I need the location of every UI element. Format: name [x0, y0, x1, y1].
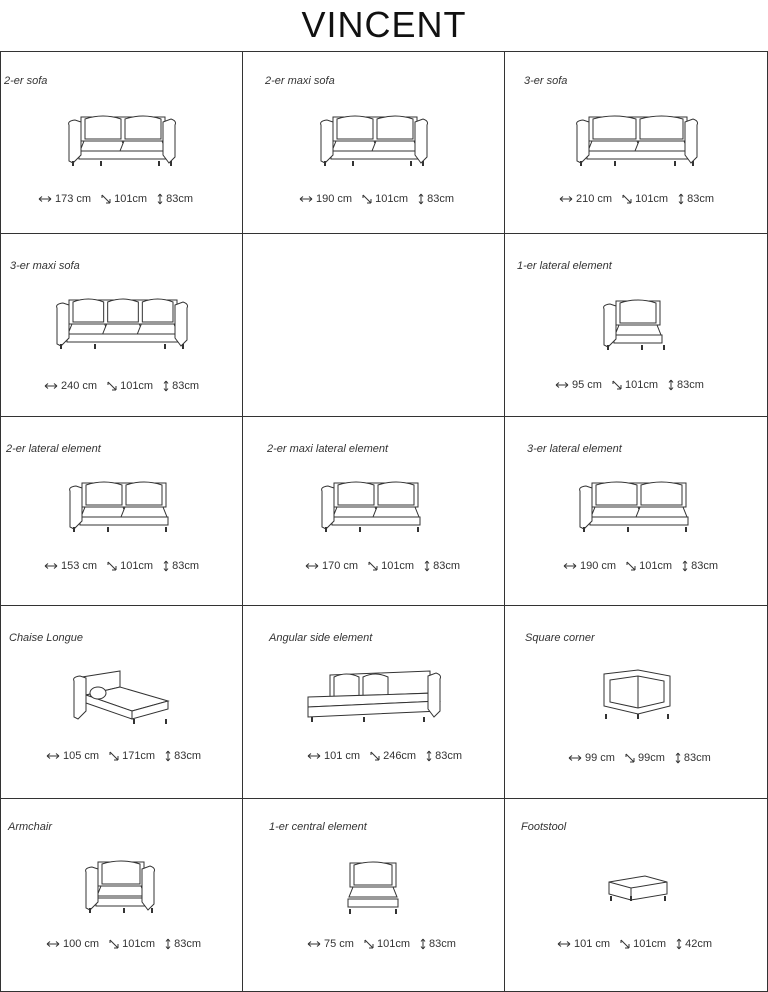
product-dimensions — [555, 379, 704, 391]
product-cell — [0, 417, 243, 606]
dimension-width — [557, 938, 610, 950]
height-arrow-icon — [420, 938, 426, 950]
product-dimensions — [46, 938, 201, 950]
dimension-height — [424, 560, 460, 572]
product-cell — [243, 234, 505, 417]
product-cell — [0, 799, 243, 992]
width-arrow-icon — [568, 754, 582, 762]
dimension-depth-value: 101cm — [624, 379, 658, 391]
width-arrow-icon — [563, 562, 577, 570]
dimension-height-value: 83cm — [435, 750, 463, 762]
dimension-height — [675, 752, 711, 764]
dimension-width — [307, 750, 360, 762]
dimension-height — [678, 193, 714, 205]
width-arrow-icon — [557, 940, 571, 948]
product-cell — [0, 606, 243, 799]
dimension-width — [568, 752, 615, 764]
product-name: 2-er maxi sofa — [265, 75, 335, 87]
product-dimensions — [38, 193, 193, 205]
dimension-height — [163, 380, 199, 392]
dimension-depth-value: 101cm — [633, 938, 667, 950]
product-dimensions — [307, 938, 456, 950]
product-dimensions — [563, 560, 718, 572]
width-arrow-icon — [307, 940, 321, 948]
product-name: 2-er lateral element — [6, 443, 101, 455]
width-arrow-icon — [559, 195, 573, 203]
dimension-height — [682, 560, 718, 572]
product-dimensions — [305, 560, 460, 572]
dimension-width — [44, 380, 97, 392]
dimension-width — [563, 560, 616, 572]
height-arrow-icon — [682, 560, 688, 572]
height-arrow-icon — [675, 752, 681, 764]
product-cell — [0, 51, 243, 234]
dimension-height — [418, 193, 454, 205]
product-name: 3-er maxi sofa — [10, 260, 80, 272]
angular-side-icon — [304, 667, 444, 732]
dimension-depth-value: 101cm — [375, 193, 409, 205]
dimension-height — [163, 560, 199, 572]
dimension-height — [420, 938, 456, 950]
depth-arrow-icon — [109, 939, 119, 949]
dimension-depth-value: 101cm — [122, 938, 156, 950]
height-arrow-icon — [424, 560, 430, 572]
dimension-width-value: 210 cm — [576, 193, 613, 205]
dimension-depth — [370, 750, 416, 762]
dimension-width-value: 153 cm — [61, 560, 98, 572]
dimension-width — [46, 938, 99, 950]
height-arrow-icon — [418, 193, 424, 205]
height-arrow-icon — [163, 560, 169, 572]
dimension-width-value: 240 cm — [61, 380, 98, 392]
height-arrow-icon — [678, 193, 684, 205]
dimension-width — [305, 560, 358, 572]
dimension-width — [555, 379, 602, 391]
width-arrow-icon — [299, 195, 313, 203]
depth-arrow-icon — [107, 561, 117, 571]
product-name: 3-er lateral element — [527, 443, 622, 455]
dimension-height-value: 83cm — [433, 560, 461, 572]
depth-arrow-icon — [626, 561, 636, 571]
sofa-3-icon — [575, 111, 699, 178]
dimension-height-value: 83cm — [172, 380, 200, 392]
height-arrow-icon — [165, 938, 171, 950]
product-dimensions — [299, 193, 454, 205]
sofa-3-maxi-icon — [55, 294, 189, 361]
height-arrow-icon — [676, 938, 682, 950]
dimension-depth-value: 101cm — [381, 560, 415, 572]
dimension-height-value: 83cm — [687, 193, 715, 205]
dimension-width-value: 75 cm — [324, 938, 354, 950]
lateral-3-icon — [578, 477, 696, 544]
dimension-depth — [101, 193, 147, 205]
square-corner-icon — [598, 666, 676, 733]
depth-arrow-icon — [107, 381, 117, 391]
dimension-height — [165, 938, 201, 950]
dimension-depth — [612, 379, 658, 391]
dimension-height — [165, 750, 201, 762]
dimension-depth-value: 101cm — [120, 380, 154, 392]
product-cell — [505, 606, 768, 799]
product-name: 2-er sofa — [4, 75, 48, 87]
product-name: 1-er central element — [269, 821, 367, 833]
sofa-2-maxi-icon — [319, 111, 429, 178]
depth-arrow-icon — [620, 939, 630, 949]
dimension-depth — [107, 380, 153, 392]
product-cell — [505, 799, 768, 992]
dimension-depth-value: 246cm — [383, 750, 417, 762]
width-arrow-icon — [46, 752, 60, 760]
product-cell — [243, 606, 505, 799]
product-dimensions — [44, 560, 199, 572]
product-name: Armchair — [8, 821, 53, 833]
central-1-icon — [344, 859, 404, 926]
dimension-height-value: 83cm — [174, 750, 202, 762]
dimension-width-value: 105 cm — [63, 750, 100, 762]
dimension-depth-value: 101cm — [120, 560, 154, 572]
product-name: 1-er lateral element — [517, 260, 612, 272]
dimension-height-value: 83cm — [677, 379, 704, 391]
dimension-width — [307, 938, 354, 950]
depth-arrow-icon — [622, 194, 632, 204]
dimension-depth-value: 101cm — [114, 193, 148, 205]
dimension-height-value: 83cm — [166, 193, 194, 205]
lateral-2-icon — [68, 477, 176, 544]
width-arrow-icon — [46, 940, 60, 948]
dimension-width — [38, 193, 91, 205]
dimension-height-value: 83cm — [429, 938, 456, 950]
dimension-width — [559, 193, 612, 205]
dimension-width — [44, 560, 97, 572]
dimension-width-value: 173 cm — [55, 193, 92, 205]
dimension-width-value: 190 cm — [316, 193, 353, 205]
height-arrow-icon — [426, 750, 432, 762]
dimension-height — [668, 379, 704, 391]
product-dimensions — [46, 750, 201, 762]
width-arrow-icon — [44, 382, 58, 390]
depth-arrow-icon — [109, 751, 119, 761]
dimension-width-value: 100 cm — [63, 938, 100, 950]
product-dimensions — [307, 750, 462, 762]
dimension-width — [46, 750, 99, 762]
product-dimensions — [559, 193, 714, 205]
depth-arrow-icon — [101, 194, 111, 204]
dimension-depth — [364, 938, 410, 950]
depth-arrow-icon — [364, 939, 374, 949]
dimension-height-value: 83cm — [172, 560, 200, 572]
lateral-2-maxi-icon — [320, 477, 428, 544]
dimension-height-value: 83cm — [427, 193, 455, 205]
dimension-depth — [625, 752, 665, 764]
lateral-1-icon — [602, 295, 672, 360]
height-arrow-icon — [165, 750, 171, 762]
width-arrow-icon — [555, 381, 569, 389]
product-name: Footstool — [521, 821, 567, 833]
dimension-width-value: 99 cm — [585, 752, 615, 764]
product-name: Angular side element — [269, 632, 373, 644]
depth-arrow-icon — [625, 753, 635, 763]
dimension-depth — [362, 193, 408, 205]
dimension-depth — [368, 560, 414, 572]
width-arrow-icon — [305, 562, 319, 570]
dimension-depth-value: 101cm — [376, 938, 410, 950]
dimension-width-value: 95 cm — [572, 379, 602, 391]
product-name: 3-er sofa — [524, 75, 568, 87]
dimension-width-value: 101 cm — [324, 750, 361, 762]
depth-arrow-icon — [368, 561, 378, 571]
product-cell — [243, 417, 505, 606]
dimension-height — [157, 193, 193, 205]
dimension-height — [676, 938, 712, 950]
product-name: Chaise Longue — [9, 632, 84, 644]
depth-arrow-icon — [370, 751, 380, 761]
dimension-depth-value: 101cm — [639, 560, 673, 572]
dimension-depth — [109, 938, 155, 950]
depth-arrow-icon — [612, 380, 622, 390]
product-cell — [505, 234, 768, 417]
width-arrow-icon — [38, 195, 52, 203]
dimension-height-value: 83cm — [683, 752, 711, 764]
page-title: VINCENT — [301, 4, 467, 45]
product-name: 2-er maxi lateral element — [267, 443, 389, 455]
product-dimensions — [44, 380, 199, 392]
depth-arrow-icon — [362, 194, 372, 204]
sofa-2-icon — [67, 111, 177, 178]
product-cell — [0, 234, 243, 417]
dimension-width — [299, 193, 352, 205]
dimension-depth-value: 101cm — [635, 193, 669, 205]
height-arrow-icon — [668, 379, 674, 391]
dimension-depth-value: 99cm — [637, 752, 665, 764]
dimension-height-value: 83cm — [691, 560, 719, 572]
dimension-height-value: 83cm — [174, 938, 202, 950]
chaise-longue-icon — [72, 667, 172, 732]
product-cell — [243, 51, 505, 234]
product-name: Square corner — [525, 632, 595, 644]
dimension-depth — [626, 560, 672, 572]
height-arrow-icon — [163, 380, 169, 392]
product-cell — [243, 799, 505, 992]
dimension-width-value: 101 cm — [574, 938, 611, 950]
dimension-depth-value: 171cm — [122, 750, 156, 762]
product-dimensions — [557, 938, 712, 950]
product-cell — [505, 51, 768, 234]
dimension-depth — [622, 193, 668, 205]
footstool-icon — [605, 872, 669, 913]
armchair-icon — [84, 858, 160, 927]
dimension-height-value: 42cm — [685, 938, 713, 950]
dimension-depth — [107, 560, 153, 572]
height-arrow-icon — [157, 193, 163, 205]
dimension-depth — [620, 938, 666, 950]
product-dimensions — [568, 752, 711, 764]
dimension-width-value: 190 cm — [580, 560, 617, 572]
width-arrow-icon — [44, 562, 58, 570]
width-arrow-icon — [307, 752, 321, 760]
dimension-depth — [109, 750, 155, 762]
dimension-width-value: 170 cm — [322, 560, 359, 572]
dimension-height — [426, 750, 462, 762]
product-cell — [505, 417, 768, 606]
